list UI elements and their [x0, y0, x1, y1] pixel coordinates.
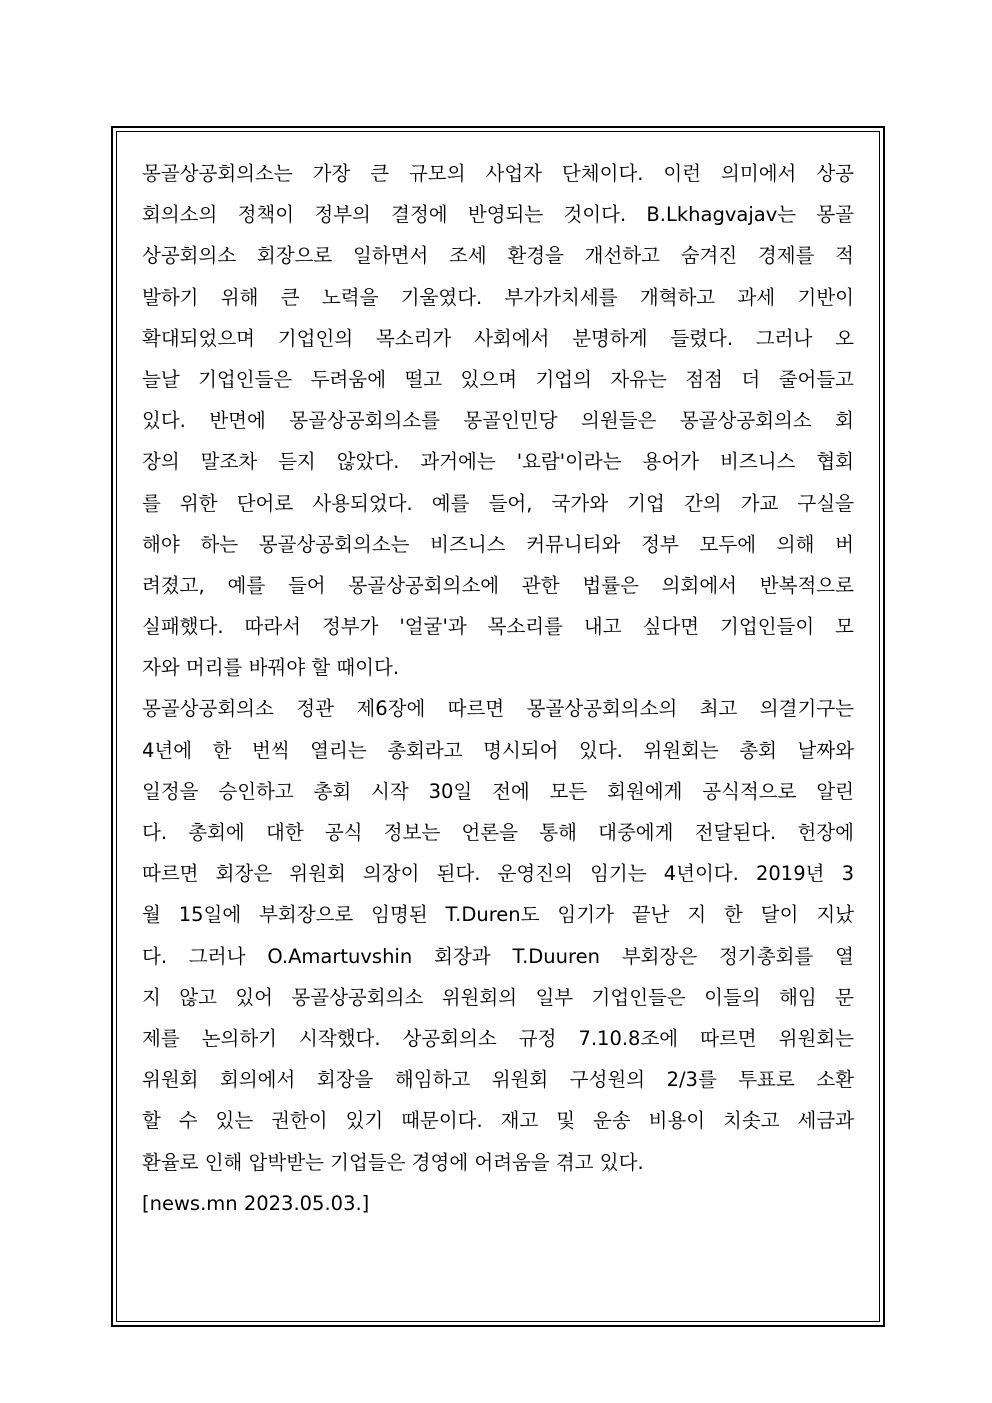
- paragraph-line: 지 않고 있어 몽골상공회의소 위원회의 일부 기업인들은 이들의 해임 문: [142, 985, 854, 1009]
- paragraph-line: 할 수 있는 권한이 있기 때문이다. 재고 및 운송 비용이 치솟고 세금과: [142, 1109, 854, 1133]
- paragraph-line: 다. 총회에 대한 공식 정보는 언론을 통해 대중에게 전달된다. 헌장에: [142, 821, 854, 844]
- paragraph-line: 늘날 기업인들은 두려움에 떨고 있으며 기업의 자유는 점점 더 줄어들고: [142, 367, 854, 391]
- article-body: [142, 153, 854, 1224]
- paragraph-line: 따르면 회장은 위원회 의장이 된다. 운영진의 임기는 4년이다. 2019년 3: [142, 862, 854, 886]
- paragraph-line: 확대되었으며 기업인의 목소리가 사회에서 분명하게 들렸다. 그러나 오: [142, 326, 854, 350]
- paragraph-line: 위원회 회의에서 회장을 해임하고 위원회 구성원의 2/3를 투표로 소환: [142, 1068, 854, 1092]
- paragraph-line: 상공회의소 회장으로 일하면서 조세 환경을 개선하고 숨겨진 경제를 적: [142, 244, 854, 268]
- paragraph-line: 일정을 승인하고 총회 시작 30일 전에 모든 회원에게 공식적으로 알린: [142, 779, 854, 803]
- paragraph-line: 발하기 위해 큰 노력을 기울였다. 부가가치세를 개혁하고 과세 기반이: [142, 285, 854, 309]
- paragraph-line: 4년에 한 번씩 열리는 총회라고 명시되어 있다. 위원회는 총회 날짜와: [142, 738, 854, 762]
- paragraph-line: 몽골상공회의소는 가장 큰 규모의 사업자 단체이다. 이런 의미에서 상공: [142, 162, 854, 185]
- paragraph-line: 있다. 반면에 몽골상공회의소를 몽골인민당 의원들은 몽골상공회의소 회: [142, 409, 854, 433]
- paragraph-line: 월 15일에 부회장으로 임명된 T.Duren도 임기가 끝난 지 한 달이 지났: [142, 903, 854, 927]
- paragraph-line: 려졌고, 예를 들어 몽골상공회의소에 관한 법률은 의회에서 반복적으로: [142, 573, 854, 597]
- paragraph-line: 회의소의 정책이 정부의 결정에 반영되는 것이다. B.Lkhagvajav는 몽골: [142, 203, 854, 227]
- paragraph-line: 몽골상공회의소 정관 제6장에 따르면 몽골상공회의소의 최고 의결기구는: [142, 697, 854, 721]
- paragraph-line: 환율로 인해 압박받는 기업들은 경영에 어려움을 겪고 있다.: [142, 1150, 644, 1174]
- paragraph-line: 다. 그러나 O.Amartuvshin 회장과 T.Duuren 부회장은 정기총회를 열: [142, 944, 854, 968]
- paragraph-line: 제를 논의하기 시작했다. 상공회의소 규정 7.10.8조에 따르면 위원회는: [142, 1026, 854, 1050]
- paragraph-line: 실패했다. 따라서 정부가 '얼굴'과 목소리를 내고 싶다면 기업인들이 모: [142, 615, 854, 639]
- source-citation: [news.mn 2023.05.03.]: [142, 1191, 370, 1215]
- paragraph-line: 장의 말조차 듣지 않았다. 과거에는 '요람'이라는 용어가 비즈니스 협회: [142, 450, 854, 474]
- paragraph-line: 자와 머리를 바꿔야 할 때이다.: [142, 656, 400, 680]
- paragraph-line: 해야 하는 몽골상공회의소는 비즈니스 커뮤니티와 정부 모두에 의해 버: [142, 532, 854, 556]
- paragraph-line: 를 위한 단어로 사용되었다. 예를 들어, 국가와 기업 간의 가교 구실을: [142, 491, 854, 515]
